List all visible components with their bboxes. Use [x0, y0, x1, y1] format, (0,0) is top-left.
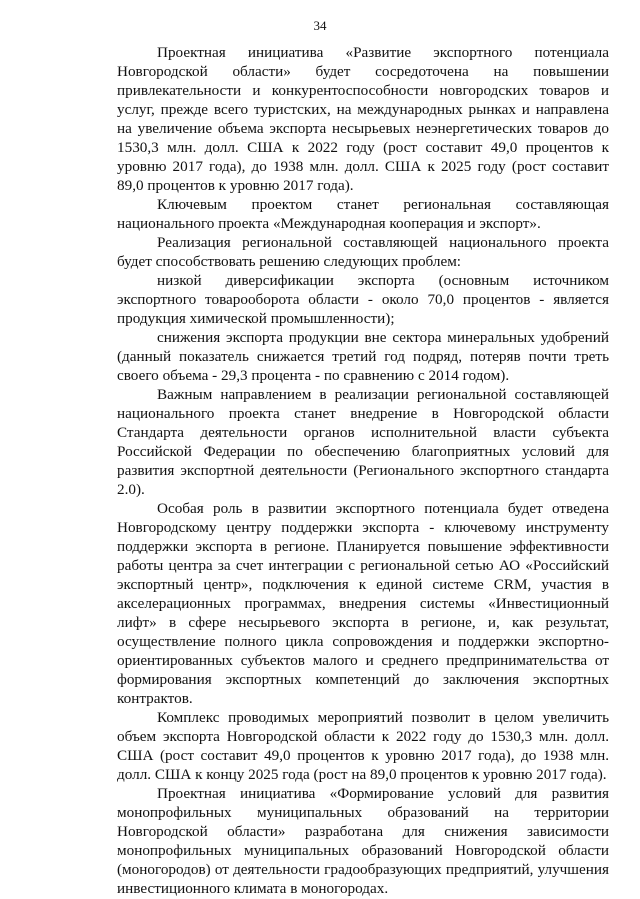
paragraph-export-standard: Важным направлением в реализации региональной составляющей национального проекта станет внедрение в Новгородской области Стандарта деятельности органов исполнительной власти субъекта Российской Федерации по обеспечению благоприятных условий для развития экспортной деятельности (Регионального экспортного стандарта 2.0).	[117, 386, 609, 498]
paragraph-problems-intro: Реализация региональной составляющей национального проекта будет способствовать решению следующих проблем:	[117, 234, 609, 270]
paragraph-export-support-center: Особая роль в развитии экспортного потенциала будет отведена Новгородскому центру поддержки экспорта - ключевому инструменту поддержки экспорта в регионе. Планируется повышение эффективности работы центра за счет интеграции с региональной сетью АО «Российский экспортный центр», подключения к единой системе CRM, участия в акселерационных программах, внедрения системы «Инвестиционный лифт» в сфере несырьевого экспорта в регионе, и, как результат, осуществление полного цикла сопровождения и поддержки экспортно-ориентированных субъектов малого и среднего предпринимательства от формирования экспортных компетенций до заключения экспортных контрактов.	[117, 500, 609, 707]
paragraph-export-initiative: Проектная инициатива «Развитие экспортного потенциала Новгородской области» будет сосредоточена на повышении привлекательности и конкурентоспособности новгородских товаров и услуг, прежде всего туристских, на международных рынках и направлена на увеличение объема экспорта несырьевых неэнергетических товаров до 1530,3 млн. долл. США к 2022 году (рост составит 49,0 процентов к уровню 2017 года), до 1938 млн. долл. США к 2025 году (рост составит 89,0 процентов к уровню 2017 года).	[117, 44, 609, 194]
paragraph-problem-export-decline: снижения экспорта продукции вне сектора минеральных удобрений (данный показатель снижается третий год подряд, потеряв почти треть своего объема - 29,3 процента - по сравнению с 2014 годом).	[117, 329, 609, 384]
page-number: 34	[313, 18, 327, 33]
paragraph-key-project: Ключевым проектом станет региональная составляющая национального проекта «Международная кооперация и экспорт».	[117, 196, 609, 232]
body-text	[117, 43, 609, 898]
paragraph-export-growth: Комплекс проводимых мероприятий позволит в целом увеличить объем экспорта Новгородской области к 2022 году до 1530,3 млн. долл. США (рост составит 49,0 процентов к уровню 2017 года), до 1938 млн. долл. США к концу 2025 года (рост на 89,0 процентов к уровню 2017 года).	[117, 709, 609, 783]
paragraph-problem-diversification: низкой диверсификации экспорта (основным источником экспортного товарооборота области - около 70,0 процентов - является продукция химической промышленности);	[117, 272, 609, 327]
paragraph-monotowns-initiative: Проектная инициатива «Формирование условий для развития монопрофильных муниципальных образований на территории Новгородской области» разработана для снижения зависимости монопрофильных муниципальных образований Новгородской области (моногородов) от деятельности градообразующих предприятий, улучшения инвестиционного климата в моногородах.	[117, 785, 609, 897]
